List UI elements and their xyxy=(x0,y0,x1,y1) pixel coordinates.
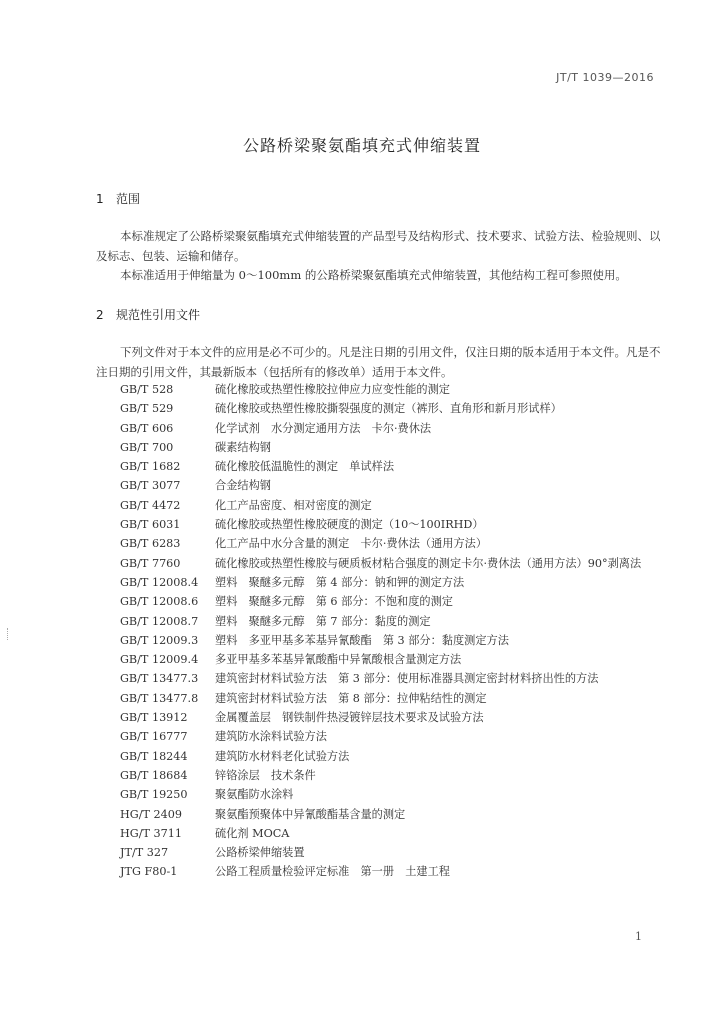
reference-title: 化工产品中水分含量的测定 卡尔·费休法（通用方法） xyxy=(215,537,488,551)
reference-row xyxy=(120,843,680,862)
section-1-number: 1 xyxy=(96,192,104,206)
reference-title: 建筑防水涂料试验方法 xyxy=(215,730,327,744)
reference-title: 公路工程质量检验评定标准 第一册 土建工程 xyxy=(215,865,450,879)
reference-row xyxy=(120,515,680,534)
reference-code: JT/T 327 xyxy=(120,846,169,860)
reference-row xyxy=(120,805,680,824)
reference-code: GB/T 6031 xyxy=(120,518,181,532)
reference-code: GB/T 606 xyxy=(120,421,174,435)
reference-row xyxy=(120,380,680,399)
reference-row xyxy=(120,534,680,553)
section-2-title: 规范性引用文件 xyxy=(116,308,201,322)
section-2-number: 2 xyxy=(96,308,104,322)
reference-title: 塑料 聚醚多元醇 第 6 部分：不饱和度的测定 xyxy=(215,595,453,609)
reference-code: GB/T 18684 xyxy=(120,768,188,782)
reference-code: JTG F80-1 xyxy=(120,865,178,879)
reference-code: GB/T 6283 xyxy=(120,537,181,551)
reference-title: 塑料 聚醚多元醇 第 7 部分：黏度的测定 xyxy=(215,614,431,628)
reference-list xyxy=(120,380,680,882)
reference-title: 碳素结构钢 xyxy=(215,440,271,454)
section-2-intro-text: 下列文件对于本文件的应用是必不可少的。凡是注日期的引用文件，仅注日期的版本适用于本文件。凡是不注日期的引用文件，其最新版本（包括所有的修改单）适用于本文件。 xyxy=(96,345,661,379)
reference-code: GB/T 18244 xyxy=(120,749,188,763)
reference-row xyxy=(120,496,680,515)
margin-mark xyxy=(7,628,10,640)
reference-code: GB/T 12008.6 xyxy=(120,595,199,609)
reference-code: GB/T 12008.4 xyxy=(120,575,199,589)
reference-row xyxy=(120,554,680,573)
reference-code: HG/T 2409 xyxy=(120,807,182,821)
reference-row xyxy=(120,708,680,727)
reference-code: GB/T 700 xyxy=(120,440,174,454)
reference-title: 化工产品密度、相对密度的测定 xyxy=(215,498,372,512)
reference-row xyxy=(120,727,680,746)
reference-title: 硫化橡胶或热塑性橡胶拉伸应力应变性能的测定 xyxy=(215,383,450,396)
reference-title: 聚氨酯防水涂料 xyxy=(215,788,294,802)
reference-code: GB/T 13477.8 xyxy=(120,691,199,705)
reference-code: HG/T 3711 xyxy=(120,826,182,840)
reference-row xyxy=(120,766,680,785)
reference-row xyxy=(120,669,680,688)
reference-code: GB/T 528 xyxy=(120,383,174,396)
standard-code: JT/T 1039—2016 xyxy=(556,71,654,84)
reference-title: 建筑密封材料试验方法 第 8 部分：拉伸粘结性的测定 xyxy=(215,691,487,705)
reference-row xyxy=(120,476,680,495)
reference-title: 硫化剂 MOCA xyxy=(215,826,290,840)
reference-code: GB/T 13477.3 xyxy=(120,672,199,686)
reference-title: 塑料 多亚甲基多苯基异氰酸酯 第 3 部分：黏度测定方法 xyxy=(215,633,509,647)
reference-title: 建筑密封材料试验方法 第 3 部分：使用标准器具测定密封材料挤出性的方法 xyxy=(215,672,599,686)
section-1-paragraph-2 xyxy=(96,265,662,285)
reference-code: GB/T 4472 xyxy=(120,498,181,512)
reference-row xyxy=(120,419,680,438)
reference-title: 硫化橡胶或热塑性橡胶与硬质板材粘合强度的测定卡尔·费休法（通用方法）90°剥离法 xyxy=(215,556,642,570)
reference-title: 锌铬涂层 技术条件 xyxy=(215,768,316,782)
reference-row xyxy=(120,824,680,843)
reference-title: 硫化橡胶低温脆性的测定 单试样法 xyxy=(215,460,395,474)
reference-row xyxy=(120,631,680,650)
reference-title: 多亚甲基多苯基异氰酸酯中异氰酸根含量测定方法 xyxy=(215,653,462,667)
document-title: 公路桥梁聚氨酯填充式伸缩装置 xyxy=(242,136,481,155)
reference-row xyxy=(120,612,680,631)
reference-row xyxy=(120,457,680,476)
section-2-intro xyxy=(96,342,662,382)
section-1-paragraph-1-text: 本标准规定了公路桥梁聚氨酯填充式伸缩装置的产品型号及结构形式、技术要求、试验方法、检验规则、以及标志、包装、运输和储存。 xyxy=(96,229,661,263)
reference-title: 建筑防水材料老化试验方法 xyxy=(215,749,350,763)
reference-row xyxy=(120,438,680,457)
reference-code: GB/T 12008.7 xyxy=(120,614,199,628)
reference-title: 聚氨酯预聚体中异氰酸酯基含量的测定 xyxy=(215,807,406,821)
reference-title: 金属覆盖层 钢铁制件热浸镀锌层技术要求及试验方法 xyxy=(215,711,484,725)
reference-code: GB/T 12009.4 xyxy=(120,653,199,667)
reference-row xyxy=(120,785,680,804)
reference-code: GB/T 12009.3 xyxy=(120,633,199,647)
reference-code: GB/T 3077 xyxy=(120,479,181,493)
reference-title: 合金结构钢 xyxy=(215,479,271,493)
reference-title: 公路桥梁伸缩装置 xyxy=(215,846,305,860)
reference-code: GB/T 7760 xyxy=(120,556,181,570)
reference-row xyxy=(120,747,680,766)
reference-row xyxy=(120,689,680,708)
reference-title: 硫化橡胶或热塑性橡胶硬度的测定（10～100IRHD） xyxy=(215,518,484,532)
reference-code: GB/T 19250 xyxy=(120,788,188,802)
reference-row xyxy=(120,650,680,669)
reference-title: 化学试剂 水分测定通用方法 卡尔·费休法 xyxy=(215,421,432,435)
section-2-heading xyxy=(96,306,200,323)
section-1-title: 范围 xyxy=(116,192,141,206)
reference-row xyxy=(120,592,680,611)
section-1-heading xyxy=(96,190,140,207)
reference-title: 硫化橡胶或热塑性橡胶撕裂强度的测定（裤形、直角形和新月形试样） xyxy=(215,402,562,416)
reference-row xyxy=(120,573,680,592)
page-number: 1 xyxy=(635,930,642,943)
section-1-paragraph-2-text: 本标准适用于伸缩量为 0～100mm 的公路桥梁聚氨酯填充式伸缩装置，其他结构工程可参照使用。 xyxy=(120,268,627,282)
reference-code: GB/T 16777 xyxy=(120,730,188,744)
section-1-paragraph-1 xyxy=(96,226,662,266)
reference-row xyxy=(120,399,680,418)
reference-code: GB/T 529 xyxy=(120,402,174,416)
reference-code: GB/T 1682 xyxy=(120,460,181,474)
reference-code: GB/T 13912 xyxy=(120,711,188,725)
reference-row xyxy=(120,862,680,881)
reference-title: 塑料 聚醚多元醇 第 4 部分：钠和钾的测定方法 xyxy=(215,575,465,589)
